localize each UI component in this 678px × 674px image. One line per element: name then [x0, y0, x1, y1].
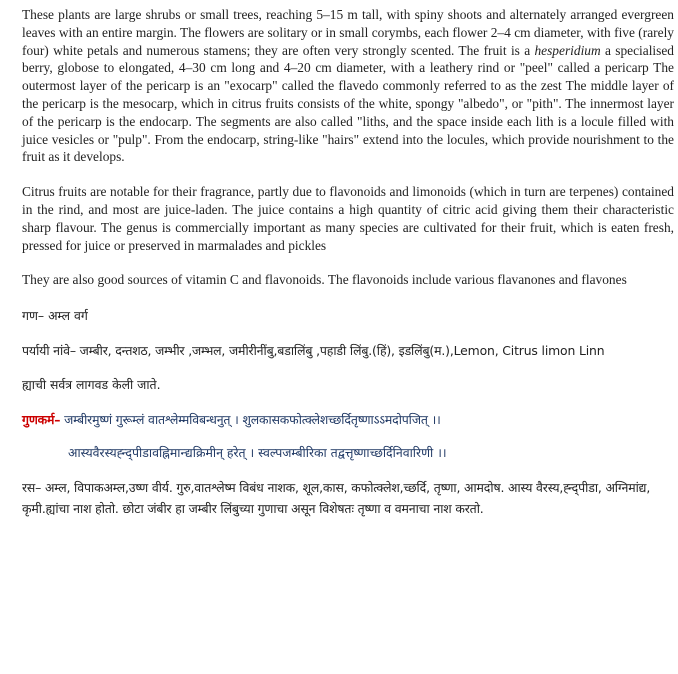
- p1-italic-term: hesperidium: [534, 42, 601, 58]
- paragraph-citrus-fragrance: Citrus fruits are notable for their fragrance, partly due to flavonoids and limonoids (which in turn are terpenes) contained in the rind, and most are juice-laden. The juice contains a high quantity of citric acid giving them their characteristic sharp flavour. The genus is commercially important as many species are cultivated for their fruit, which is eaten fresh, pressed for juice or preserved in marmalades and pickles: [22, 184, 674, 253]
- paragraph-verse-2: आस्यवैरस्यह्न्द्पीडावह्निमान्द्यक्रिमीन् हरेत् । स्वल्पजम्बीरिका तद्वत्तृष्णाच्छर्दिनिवारिणी ।।: [68, 445, 447, 461]
- p1-text-b: a specialised berry, globose to elongated, 4–30 cm long and 4–20 cm diameter, with a leathery rind or "peel" called a pericarp The outermost layer of the pericarp is an "exocarp" called the flavedo commonly referred to as the zest The middle layer of the pericarp is the mesocarp, which in citrus fruits consists of the white, spongy "albedo", or "pith". The innermost layer of the pericarp is the endocarp. The segments are also called "liths, and the space inside each lith is a locule filled with juice vesicles or "pulp". From the endocarp, string-like "hairs" extend into the locules, which provide nourishment to the fruit as it develops.: [22, 42, 674, 165]
- paragraph-gunakarma: [22, 409, 674, 430]
- gunakarma-verse: जम्बीरमुष्णं गुरूम्लं वातश्लेम्मविबन्धनुत् । शुलकासकफोत्क्लेशच्छर्दितृष्णाऽऽमदोपजित् ।।: [60, 412, 441, 428]
- paragraph-gana: गण– अम्ल वर्ग: [22, 308, 88, 324]
- document-page: [22, 6, 674, 519]
- p1-text-a: These plants are large shrubs or small trees, reaching 5–15 m tall, with spiny shoots and alternately arranged evergreen leaves with an entire margin. The flowers are solitary or in small corymbs, each flower 2–4 cm diameter, with five (rarely four) white petals and numerous stamens; they are often very strongly scented. The fruit is a: [22, 7, 674, 58]
- gunakarma-label: गुणकर्म–: [22, 412, 61, 428]
- paragraph-plant-description: [22, 6, 674, 166]
- paragraph-vitamin-c: They are also good sources of vitamin C and flavonoids. The flavonoids include various flavanones and flavones: [22, 272, 627, 288]
- paragraph-rasa: रस– अम्ल, विपाकअम्ल,उष्ण वीर्य. गुरु,वातश्लेष्म विबंध नाशक, शूल,कास, कफोत्क्लेश,च्छर्दि, तृष्णा, आमदोष. आस्य वैरस्य,ह्न्द्पीडा, अग्निमांद्य, कृमी.ह्यांचा नाश होतो. छोटा जंबीर हा जम्बीर लिंबुच्या गुणाचा असून विशेषतः तृष्णा व वमनाचा नाश करतो.: [22, 480, 651, 517]
- paragraph-cultivation: ह्याची सर्वत्र लागवड केली जाते.: [22, 377, 161, 393]
- paragraph-synonyms: पर्यायी नांवे– जम्बीर, दन्तशठ, जम्भीर ,जम्भल, जमीरीनींबु,बडालिंबु ,पहाडी लिंबु.(हिं), इडलिंबु(म.),Lemon, Citrus limon Linn: [22, 343, 605, 359]
